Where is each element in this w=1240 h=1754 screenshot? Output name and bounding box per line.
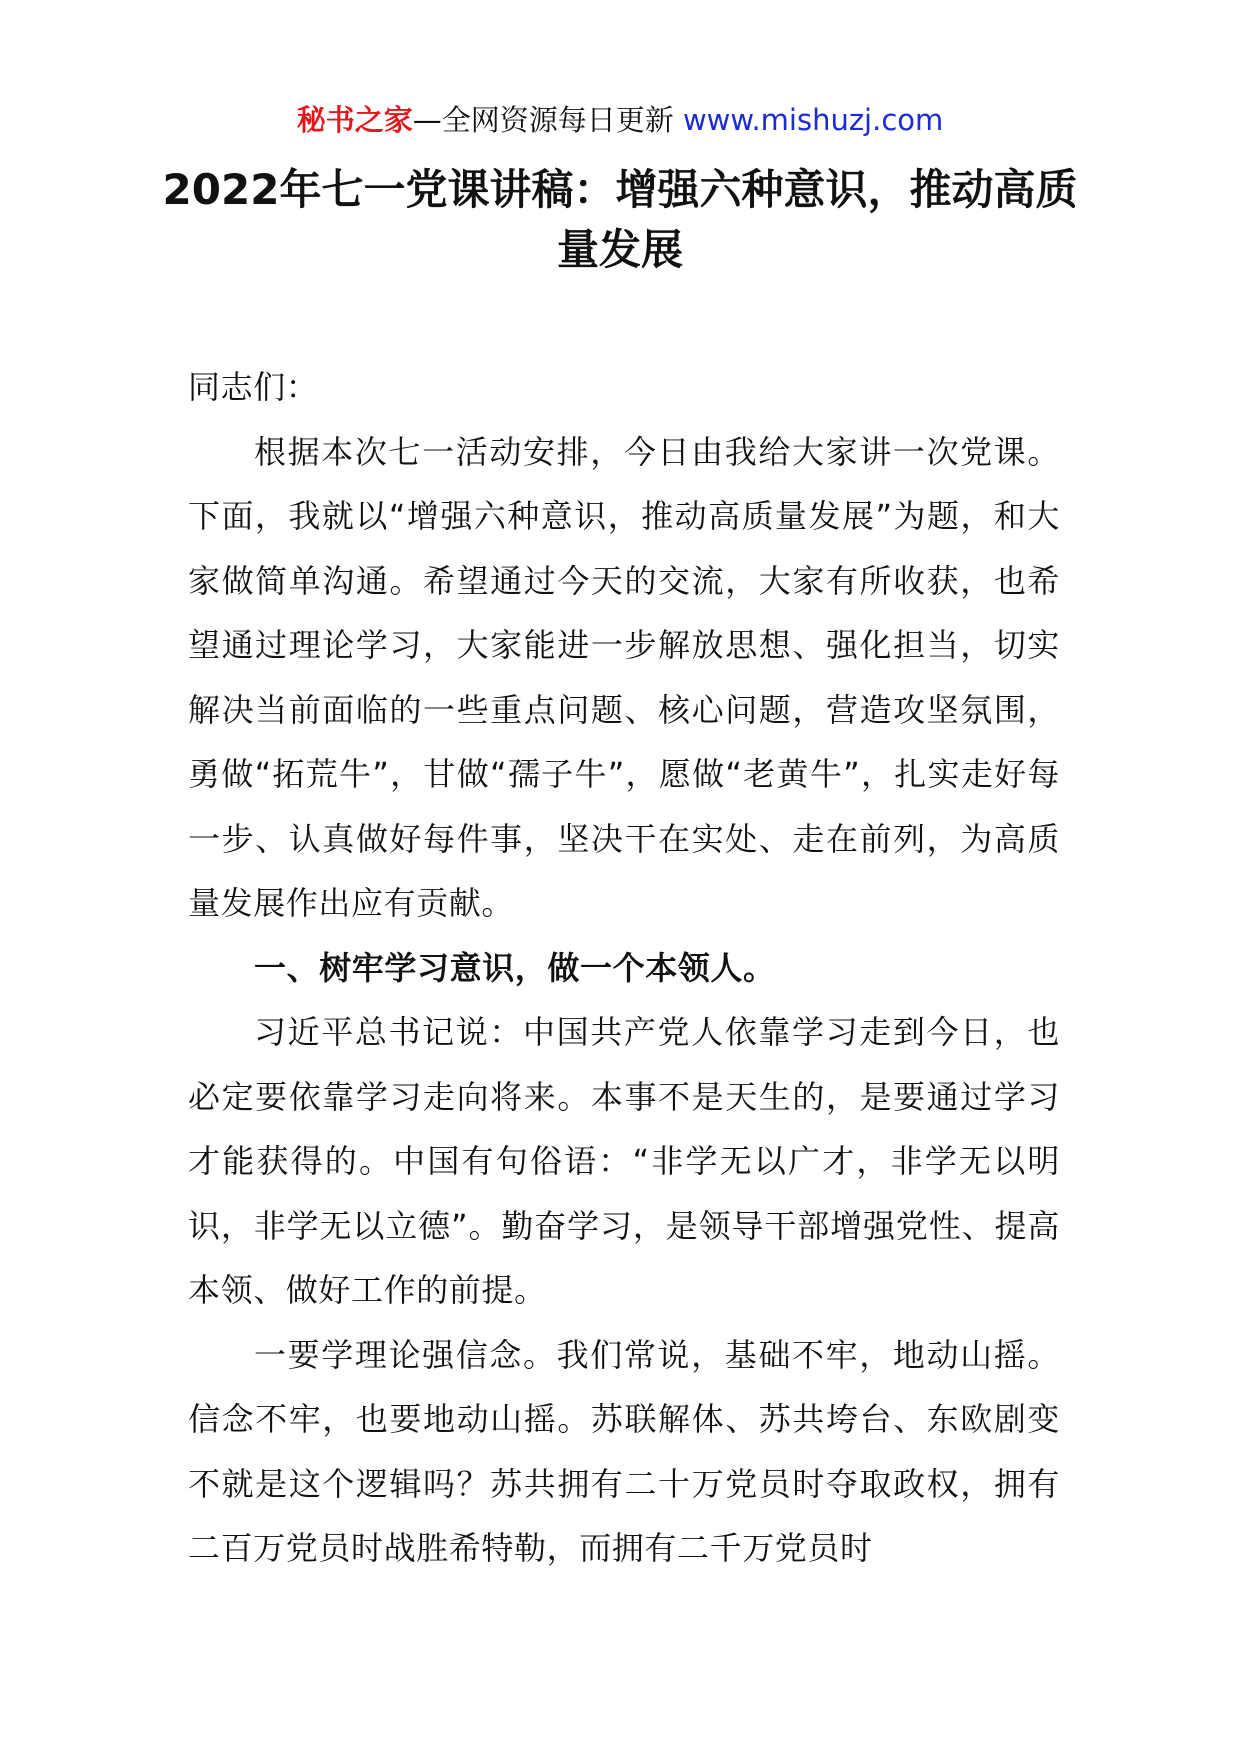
document-body [188, 355, 1060, 1581]
paragraph: 一要学理论强信念。我们常说，基础不牢，地动山摇。信念不牢，也要地动山摇。苏联解体、苏共垮台、东欧剧变不就是这个逻辑吗？苏共拥有二十万党员时夺取政权，拥有二百万党员时战胜希特勒，而拥有二千万党员时 [188, 1335, 1060, 1567]
site-header [0, 100, 1240, 140]
salutation: 同志们： [188, 368, 319, 406]
site-url-link[interactable]: www.mishuzj.com [682, 103, 944, 137]
paragraph: 根据本次七一活动安排，今日由我给大家讲一次党课。下面，我就以“增强六种意识，推动高质量发展”为题，和大家做简单沟通。希望通过今天的交流，大家有所收获，也希望通过理论学习，大家能进一步解放思想、强化担当，切实解决当前面临的一些重点问题、核心问题，营造攻坚氛围，勇做“拓荒牛”，甘做“孺子牛”，愿做“老黄牛”，扎实走好每一步、认真做好每件事，坚决干在实处、走在前列，为高质量发展作出应有贡献。 [188, 432, 1060, 922]
site-tagline: —全网资源每日更新 [412, 103, 683, 137]
paragraph: 习近平总书记说：中国共产党人依靠学习走到今日，也必定要依靠学习走向将来。本事不是天生的，是要通过学习才能获得的。中国有句俗语：“非学无以广才，非学无以明识，非学无以立德”。勤奋学习，是领导干部增强党性、提高本领、做好工作的前提。 [188, 1013, 1060, 1309]
document-title: 2022年七一党课讲稿：增强六种意识，推动高质量发展 [162, 165, 1078, 274]
section-heading: 一、树牢学习意识，做一个本领人。 [254, 948, 776, 987]
site-brand: 秘书之家 [296, 103, 413, 137]
